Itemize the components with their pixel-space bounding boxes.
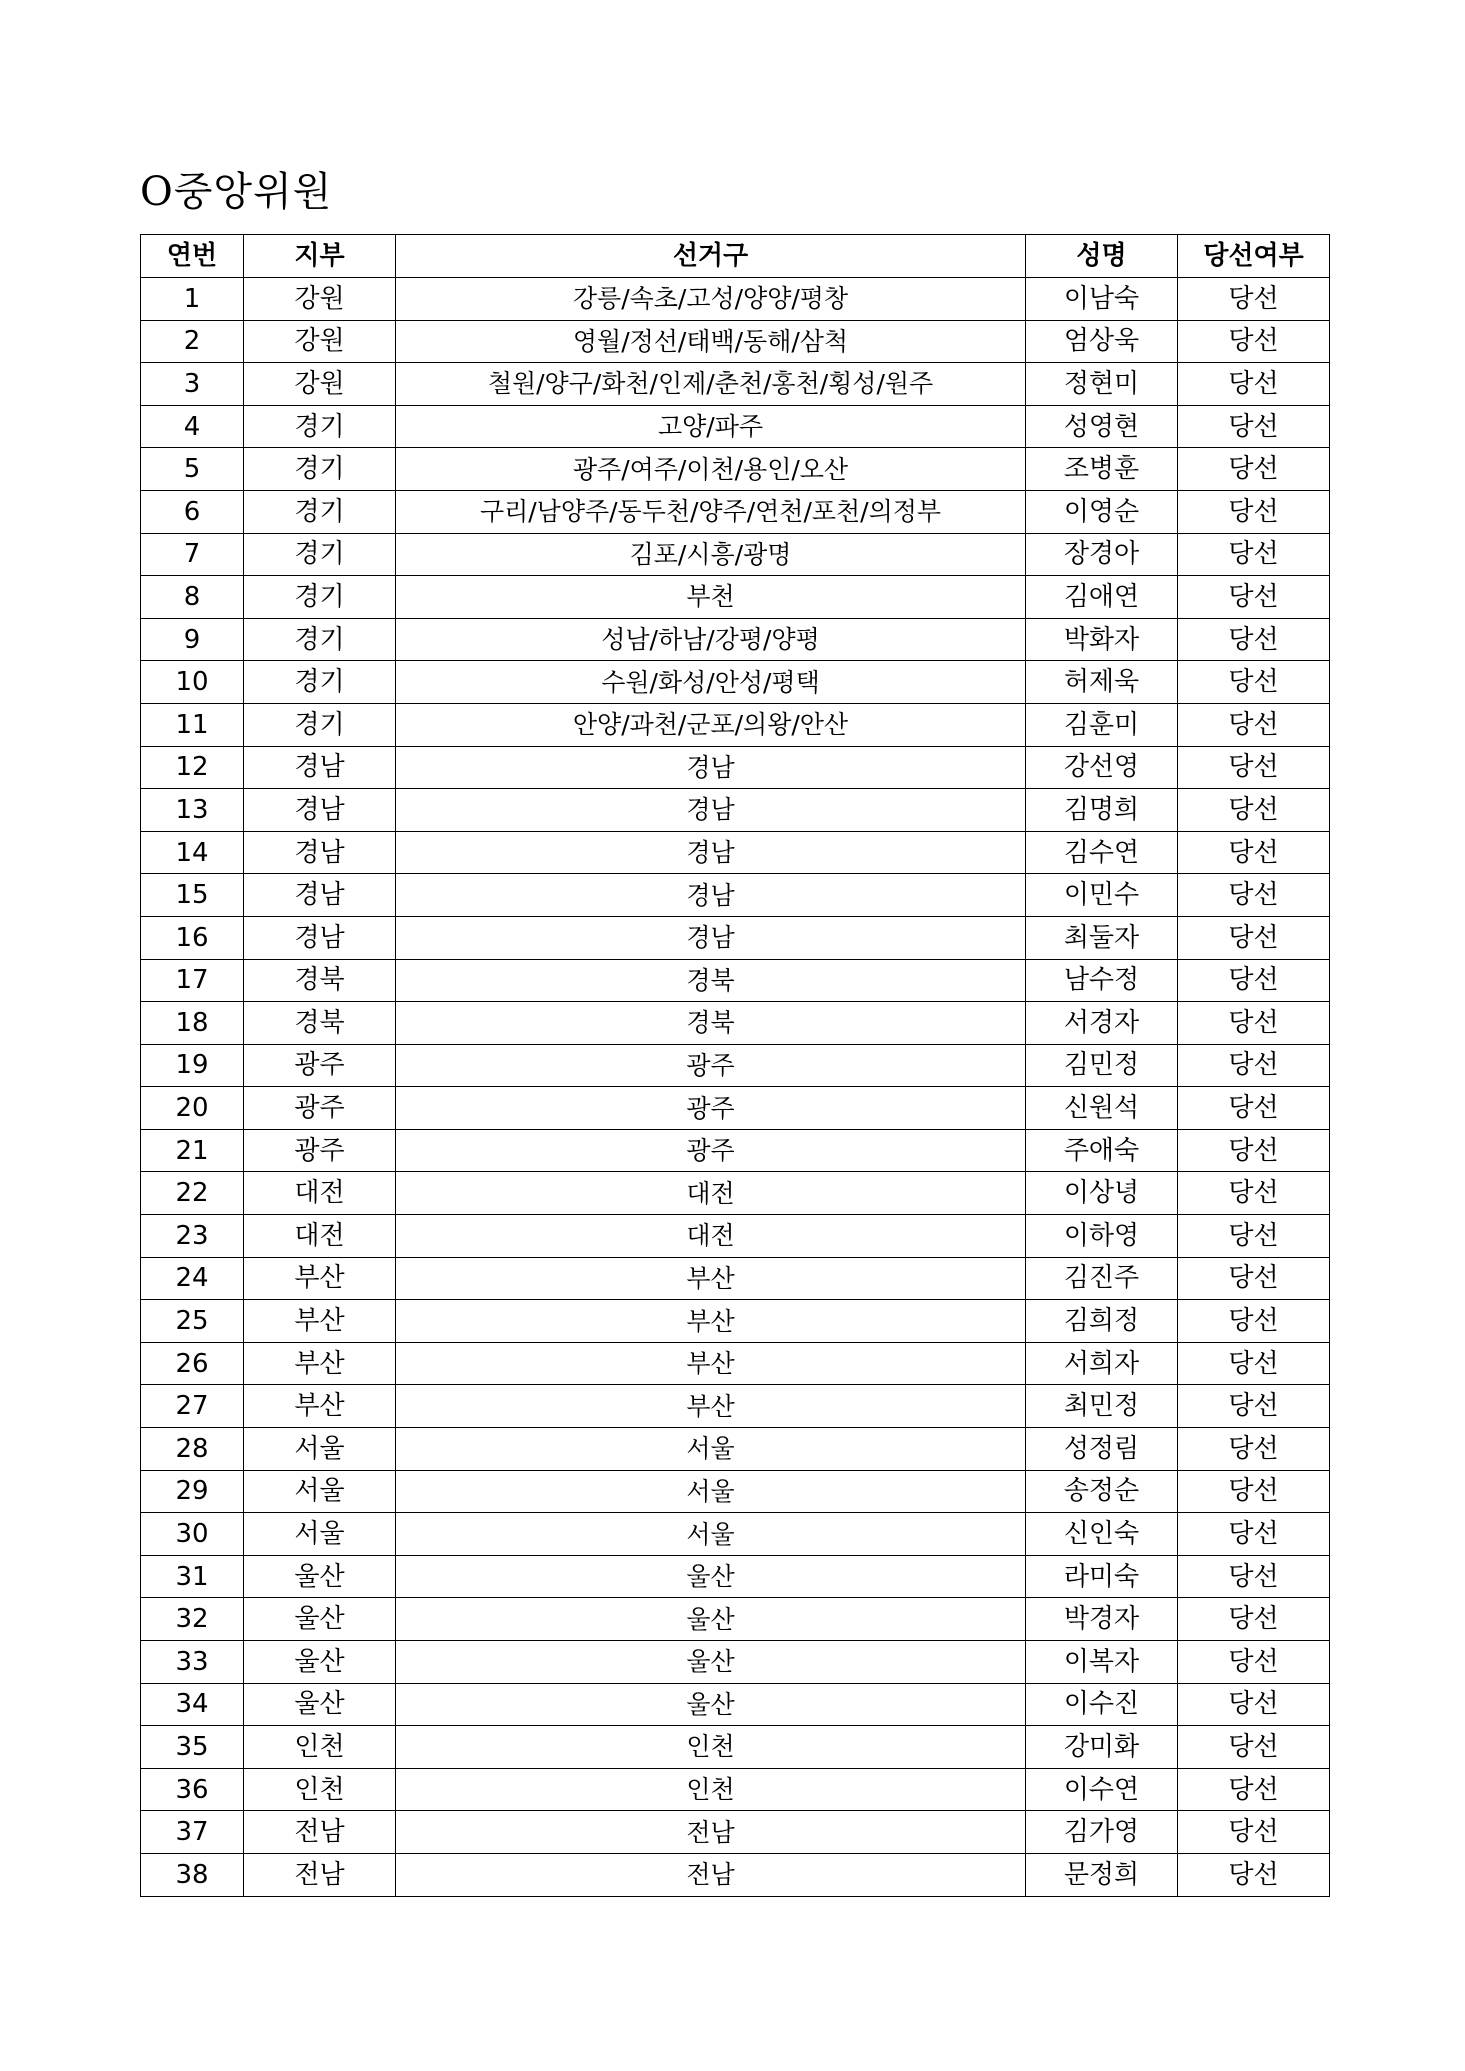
cell-branch: 부산 [244, 1385, 396, 1428]
cell-name: 강미화 [1026, 1726, 1178, 1769]
cell-result: 당선 [1178, 661, 1330, 704]
cell-district: 경남 [396, 831, 1026, 874]
cell-branch: 경기 [244, 448, 396, 491]
cell-branch: 울산 [244, 1598, 396, 1641]
cell-no: 5 [141, 448, 244, 491]
cell-name: 송정순 [1026, 1470, 1178, 1513]
table-row [141, 1470, 1330, 1513]
cell-branch: 경남 [244, 746, 396, 789]
cell-district: 경남 [396, 874, 1026, 917]
cell-branch: 경기 [244, 533, 396, 576]
table-row [141, 1428, 1330, 1471]
cell-name: 박경자 [1026, 1598, 1178, 1641]
cell-district: 부산 [396, 1257, 1026, 1300]
cell-branch: 대전 [244, 1215, 396, 1258]
cell-name: 이복자 [1026, 1641, 1178, 1684]
cell-no: 27 [141, 1385, 244, 1428]
cell-result: 당선 [1178, 1555, 1330, 1598]
cell-no: 6 [141, 490, 244, 533]
cell-branch: 대전 [244, 1172, 396, 1215]
cell-name: 이하영 [1026, 1215, 1178, 1258]
cell-name: 박화자 [1026, 618, 1178, 661]
cell-no: 33 [141, 1641, 244, 1684]
table-row [141, 831, 1330, 874]
cell-district: 서울 [396, 1428, 1026, 1471]
cell-name: 신인숙 [1026, 1513, 1178, 1556]
table-row [141, 405, 1330, 448]
cell-district: 광주/여주/이천/용인/오산 [396, 448, 1026, 491]
cell-branch: 부산 [244, 1342, 396, 1385]
cell-result: 당선 [1178, 363, 1330, 406]
cell-district: 전남 [396, 1811, 1026, 1854]
cell-no: 8 [141, 576, 244, 619]
table-row [141, 1385, 1330, 1428]
cell-branch: 경남 [244, 789, 396, 832]
table-row [141, 874, 1330, 917]
cell-result: 당선 [1178, 1513, 1330, 1556]
cell-no: 18 [141, 1002, 244, 1045]
cell-no: 28 [141, 1428, 244, 1471]
table-row [141, 363, 1330, 406]
table-row [141, 703, 1330, 746]
cell-district: 강릉/속초/고성/양양/평창 [396, 278, 1026, 321]
header-district: 선거구 [396, 235, 1026, 278]
cell-district: 울산 [396, 1555, 1026, 1598]
cell-district: 경북 [396, 959, 1026, 1002]
cell-no: 11 [141, 703, 244, 746]
cell-branch: 광주 [244, 1044, 396, 1087]
table-row [141, 746, 1330, 789]
cell-district: 부산 [396, 1385, 1026, 1428]
cell-result: 당선 [1178, 831, 1330, 874]
cell-name: 강선영 [1026, 746, 1178, 789]
cell-no: 24 [141, 1257, 244, 1300]
cell-no: 34 [141, 1683, 244, 1726]
cell-branch: 경남 [244, 831, 396, 874]
cell-result: 당선 [1178, 405, 1330, 448]
table-row [141, 1513, 1330, 1556]
table-row [141, 618, 1330, 661]
cell-name: 이상녕 [1026, 1172, 1178, 1215]
cell-result: 당선 [1178, 1087, 1330, 1130]
cell-district: 서울 [396, 1470, 1026, 1513]
cell-branch: 부산 [244, 1257, 396, 1300]
cell-result: 당선 [1178, 874, 1330, 917]
cell-branch: 경기 [244, 618, 396, 661]
cell-result: 당선 [1178, 1428, 1330, 1471]
cell-branch: 전남 [244, 1853, 396, 1896]
cell-branch: 서울 [244, 1428, 396, 1471]
cell-no: 29 [141, 1470, 244, 1513]
cell-branch: 경남 [244, 916, 396, 959]
cell-name: 남수정 [1026, 959, 1178, 1002]
table-row [141, 320, 1330, 363]
cell-no: 15 [141, 874, 244, 917]
cell-branch: 전남 [244, 1811, 396, 1854]
cell-name: 서경자 [1026, 1002, 1178, 1045]
header-result: 당선여부 [1178, 235, 1330, 278]
table-row [141, 1172, 1330, 1215]
table-row [141, 1215, 1330, 1258]
table-row [141, 1129, 1330, 1172]
cell-result: 당선 [1178, 1768, 1330, 1811]
table-row [141, 1726, 1330, 1769]
table-row [141, 490, 1330, 533]
cell-name: 최둘자 [1026, 916, 1178, 959]
table-row [141, 1087, 1330, 1130]
table-row [141, 959, 1330, 1002]
cell-name: 정현미 [1026, 363, 1178, 406]
cell-district: 대전 [396, 1172, 1026, 1215]
cell-name: 이수진 [1026, 1683, 1178, 1726]
cell-no: 10 [141, 661, 244, 704]
cell-district: 경북 [396, 1002, 1026, 1045]
cell-district: 광주 [396, 1087, 1026, 1130]
cell-branch: 서울 [244, 1513, 396, 1556]
table-row [141, 1768, 1330, 1811]
cell-result: 당선 [1178, 1811, 1330, 1854]
cell-branch: 인천 [244, 1768, 396, 1811]
cell-no: 31 [141, 1555, 244, 1598]
cell-result: 당선 [1178, 1342, 1330, 1385]
table-row [141, 789, 1330, 832]
table-row [141, 1300, 1330, 1343]
header-name: 성명 [1026, 235, 1178, 278]
cell-no: 35 [141, 1726, 244, 1769]
table-row [141, 1598, 1330, 1641]
table-row [141, 916, 1330, 959]
cell-district: 인천 [396, 1726, 1026, 1769]
cell-no: 4 [141, 405, 244, 448]
cell-district: 대전 [396, 1215, 1026, 1258]
cell-no: 22 [141, 1172, 244, 1215]
table-row [141, 278, 1330, 321]
cell-name: 신원석 [1026, 1087, 1178, 1130]
cell-result: 당선 [1178, 703, 1330, 746]
cell-result: 당선 [1178, 1598, 1330, 1641]
cell-name: 김수연 [1026, 831, 1178, 874]
cell-name: 엄상욱 [1026, 320, 1178, 363]
cell-branch: 경기 [244, 703, 396, 746]
cell-branch: 강원 [244, 363, 396, 406]
table-row [141, 1641, 1330, 1684]
cell-district: 부산 [396, 1300, 1026, 1343]
cell-district: 서울 [396, 1513, 1026, 1556]
cell-name: 문정희 [1026, 1853, 1178, 1896]
cell-name: 성정림 [1026, 1428, 1178, 1471]
cell-result: 당선 [1178, 1726, 1330, 1769]
cell-branch: 경남 [244, 874, 396, 917]
table-row [141, 661, 1330, 704]
table-row [141, 1044, 1330, 1087]
cell-branch: 울산 [244, 1641, 396, 1684]
cell-district: 전남 [396, 1853, 1026, 1896]
table-row [141, 1555, 1330, 1598]
cell-result: 당선 [1178, 1641, 1330, 1684]
cell-branch: 경기 [244, 661, 396, 704]
cell-branch: 광주 [244, 1129, 396, 1172]
cell-result: 당선 [1178, 1853, 1330, 1896]
cell-district: 경남 [396, 746, 1026, 789]
cell-no: 12 [141, 746, 244, 789]
cell-result: 당선 [1178, 533, 1330, 576]
cell-result: 당선 [1178, 1044, 1330, 1087]
page-title: O중앙위원 [140, 169, 333, 215]
table-body [141, 278, 1330, 1897]
cell-district: 울산 [396, 1683, 1026, 1726]
cell-name: 최민정 [1026, 1385, 1178, 1428]
cell-no: 36 [141, 1768, 244, 1811]
cell-district: 부천 [396, 576, 1026, 619]
cell-district: 인천 [396, 1768, 1026, 1811]
cell-branch: 울산 [244, 1683, 396, 1726]
cell-no: 19 [141, 1044, 244, 1087]
cell-result: 당선 [1178, 1683, 1330, 1726]
cell-result: 당선 [1178, 916, 1330, 959]
cell-no: 32 [141, 1598, 244, 1641]
cell-branch: 경북 [244, 959, 396, 1002]
cell-no: 9 [141, 618, 244, 661]
cell-branch: 경기 [244, 490, 396, 533]
cell-no: 25 [141, 1300, 244, 1343]
cell-name: 서희자 [1026, 1342, 1178, 1385]
cell-name: 성영현 [1026, 405, 1178, 448]
cell-result: 당선 [1178, 1470, 1330, 1513]
cell-district: 구리/남양주/동두천/양주/연천/포천/의정부 [396, 490, 1026, 533]
cell-no: 23 [141, 1215, 244, 1258]
cell-name: 김애연 [1026, 576, 1178, 619]
cell-no: 21 [141, 1129, 244, 1172]
table-row [141, 533, 1330, 576]
cell-name: 김희정 [1026, 1300, 1178, 1343]
cell-result: 당선 [1178, 746, 1330, 789]
cell-name: 조병훈 [1026, 448, 1178, 491]
cell-no: 3 [141, 363, 244, 406]
cell-district: 경남 [396, 916, 1026, 959]
cell-district: 광주 [396, 1129, 1026, 1172]
cell-result: 당선 [1178, 618, 1330, 661]
header-row [141, 235, 1330, 278]
cell-name: 이수연 [1026, 1768, 1178, 1811]
cell-district: 부산 [396, 1342, 1026, 1385]
cell-no: 26 [141, 1342, 244, 1385]
cell-branch: 인천 [244, 1726, 396, 1769]
cell-no: 30 [141, 1513, 244, 1556]
cell-no: 37 [141, 1811, 244, 1854]
table-row [141, 1683, 1330, 1726]
cell-result: 당선 [1178, 789, 1330, 832]
cell-district: 수원/화성/안성/평택 [396, 661, 1026, 704]
header-branch: 지부 [244, 235, 396, 278]
cell-result: 당선 [1178, 448, 1330, 491]
cell-result: 당선 [1178, 1300, 1330, 1343]
cell-branch: 울산 [244, 1555, 396, 1598]
cell-district: 울산 [396, 1598, 1026, 1641]
cell-name: 김가영 [1026, 1811, 1178, 1854]
table-row [141, 1257, 1330, 1300]
table-row [141, 448, 1330, 491]
election-results-table [140, 234, 1330, 1897]
cell-branch: 광주 [244, 1087, 396, 1130]
cell-name: 김진주 [1026, 1257, 1178, 1300]
cell-result: 당선 [1178, 1215, 1330, 1258]
cell-name: 주애숙 [1026, 1129, 1178, 1172]
table-header [141, 235, 1330, 278]
cell-district: 경남 [396, 789, 1026, 832]
cell-name: 허제욱 [1026, 661, 1178, 704]
cell-district: 광주 [396, 1044, 1026, 1087]
cell-district: 철원/양구/화천/인제/춘천/홍천/횡성/원주 [396, 363, 1026, 406]
header-no: 연번 [141, 235, 244, 278]
cell-result: 당선 [1178, 1002, 1330, 1045]
table-row [141, 576, 1330, 619]
table-row [141, 1002, 1330, 1045]
cell-result: 당선 [1178, 490, 1330, 533]
cell-name: 이남숙 [1026, 278, 1178, 321]
cell-branch: 강원 [244, 278, 396, 321]
cell-no: 13 [141, 789, 244, 832]
cell-branch: 부산 [244, 1300, 396, 1343]
cell-branch: 경기 [244, 405, 396, 448]
cell-result: 당선 [1178, 1257, 1330, 1300]
cell-result: 당선 [1178, 320, 1330, 363]
cell-no: 2 [141, 320, 244, 363]
cell-result: 당선 [1178, 278, 1330, 321]
table-row [141, 1811, 1330, 1854]
cell-no: 7 [141, 533, 244, 576]
cell-district: 성남/하남/강평/양평 [396, 618, 1026, 661]
table-row [141, 1342, 1330, 1385]
cell-name: 라미숙 [1026, 1555, 1178, 1598]
cell-name: 이민수 [1026, 874, 1178, 917]
cell-district: 김포/시흥/광명 [396, 533, 1026, 576]
cell-no: 20 [141, 1087, 244, 1130]
cell-no: 1 [141, 278, 244, 321]
cell-no: 14 [141, 831, 244, 874]
cell-result: 당선 [1178, 1385, 1330, 1428]
cell-district: 영월/정선/태백/동해/삼척 [396, 320, 1026, 363]
cell-name: 이영순 [1026, 490, 1178, 533]
cell-result: 당선 [1178, 576, 1330, 619]
cell-branch: 서울 [244, 1470, 396, 1513]
cell-result: 당선 [1178, 1172, 1330, 1215]
cell-district: 안양/과천/군포/의왕/안산 [396, 703, 1026, 746]
cell-branch: 경북 [244, 1002, 396, 1045]
cell-district: 울산 [396, 1641, 1026, 1684]
cell-result: 당선 [1178, 959, 1330, 1002]
cell-branch: 경기 [244, 576, 396, 619]
table-row [141, 1853, 1330, 1896]
cell-name: 김훈미 [1026, 703, 1178, 746]
cell-no: 16 [141, 916, 244, 959]
cell-branch: 강원 [244, 320, 396, 363]
cell-name: 장경아 [1026, 533, 1178, 576]
cell-no: 38 [141, 1853, 244, 1896]
cell-name: 김명희 [1026, 789, 1178, 832]
cell-name: 김민정 [1026, 1044, 1178, 1087]
cell-no: 17 [141, 959, 244, 1002]
cell-district: 고양/파주 [396, 405, 1026, 448]
cell-result: 당선 [1178, 1129, 1330, 1172]
